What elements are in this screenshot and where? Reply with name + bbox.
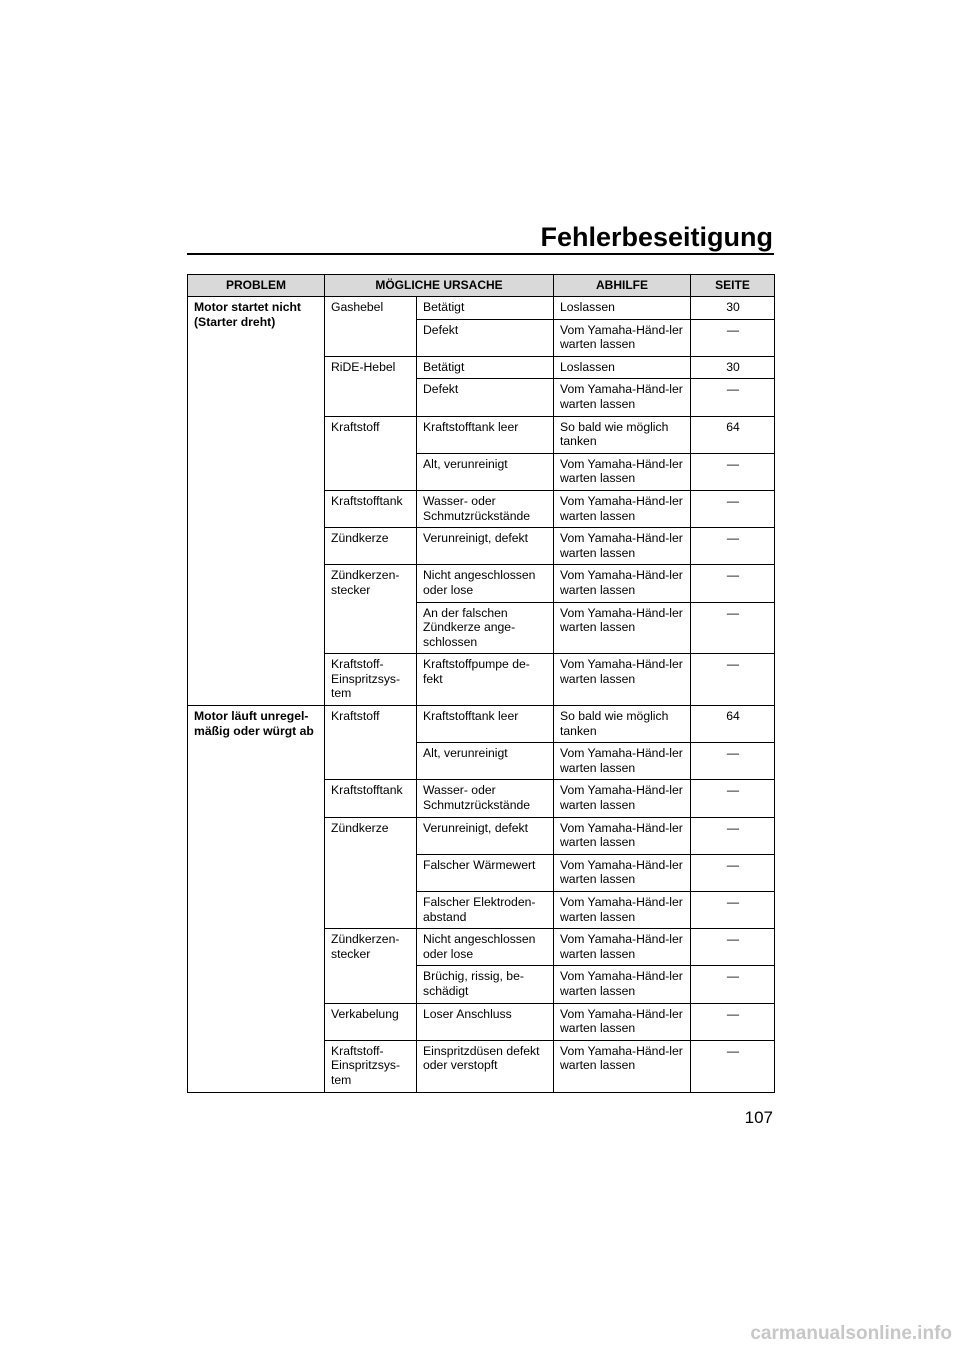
component-cell: Kraftstoff-Einspritzsys-tem xyxy=(325,654,417,706)
component-cell: Zündkerze xyxy=(325,817,417,929)
cause-cell: Verunreinigt, defekt xyxy=(417,817,554,854)
page-ref-cell: — xyxy=(691,854,775,891)
remedy-cell: Vom Yamaha-Händ-ler warten lassen xyxy=(554,319,691,356)
remedy-cell: Vom Yamaha-Händ-ler warten lassen xyxy=(554,966,691,1003)
cause-cell: Defekt xyxy=(417,379,554,416)
cause-cell: An der falschen Zündkerze ange-schlossen xyxy=(417,602,554,654)
page-ref-cell: — xyxy=(691,1040,775,1092)
component-cell: RiDE-Hebel xyxy=(325,356,417,416)
cause-cell: Kraftstofftank leer xyxy=(417,416,554,453)
cause-cell: Alt, verunreinigt xyxy=(417,743,554,780)
page-ref-cell: — xyxy=(691,743,775,780)
cause-cell: Kraftstofftank leer xyxy=(417,706,554,743)
remedy-cell: Vom Yamaha-Händ-ler warten lassen xyxy=(554,929,691,966)
page-ref-cell: — xyxy=(691,602,775,654)
page-ref-cell: — xyxy=(691,528,775,565)
component-cell: Zündkerzen-stecker xyxy=(325,565,417,654)
table-row xyxy=(188,297,775,320)
remedy-cell: Vom Yamaha-Händ-ler warten lassen xyxy=(554,379,691,416)
component-cell: Kraftstoff xyxy=(325,416,417,490)
remedy-cell: Vom Yamaha-Händ-ler warten lassen xyxy=(554,892,691,929)
component-cell: Kraftstofftank xyxy=(325,490,417,527)
page-ref-cell: 30 xyxy=(691,356,775,379)
cause-cell: Falscher Wärmewert xyxy=(417,854,554,891)
title-rule xyxy=(187,253,774,255)
remedy-cell: Vom Yamaha-Händ-ler warten lassen xyxy=(554,780,691,817)
component-cell: Verkabelung xyxy=(325,1003,417,1040)
cause-cell: Alt, verunreinigt xyxy=(417,453,554,490)
component-cell: Kraftstofftank xyxy=(325,780,417,817)
table-body xyxy=(188,297,775,1093)
remedy-cell: So bald wie möglich tanken xyxy=(554,416,691,453)
remedy-cell: Vom Yamaha-Händ-ler warten lassen xyxy=(554,854,691,891)
header-remedy: ABHILFE xyxy=(554,275,691,297)
component-cell: Gashebel xyxy=(325,297,417,357)
page-ref-cell: — xyxy=(691,966,775,1003)
page-title: Fehlerbeseitigung xyxy=(540,222,773,252)
cause-cell: Betätigt xyxy=(417,297,554,320)
page-number: 107 xyxy=(744,1108,773,1127)
header-page: SEITE xyxy=(691,275,775,297)
remedy-cell: Vom Yamaha-Händ-ler warten lassen xyxy=(554,1040,691,1092)
problem-cell: Motor startet nicht (Starter dreht) xyxy=(188,297,325,706)
page-ref-cell: — xyxy=(691,565,775,602)
page-ref-cell: 64 xyxy=(691,416,775,453)
page-ref-cell: — xyxy=(691,817,775,854)
header-problem: PROBLEM xyxy=(188,275,325,297)
page-ref-cell: — xyxy=(691,319,775,356)
page-ref-cell: — xyxy=(691,780,775,817)
table-row xyxy=(188,706,775,743)
remedy-cell: Vom Yamaha-Händ-ler warten lassen xyxy=(554,743,691,780)
cause-cell: Wasser- oder Schmutzrückstände xyxy=(417,490,554,527)
remedy-cell: Vom Yamaha-Händ-ler warten lassen xyxy=(554,654,691,706)
cause-cell: Brüchig, rissig, be-schädigt xyxy=(417,966,554,1003)
page-ref-cell: 64 xyxy=(691,706,775,743)
header-cause: MÖGLICHE URSACHE xyxy=(325,275,554,297)
remedy-cell: Vom Yamaha-Händ-ler warten lassen xyxy=(554,1003,691,1040)
cause-cell: Verunreinigt, defekt xyxy=(417,528,554,565)
remedy-cell: Loslassen xyxy=(554,356,691,379)
cause-cell: Einspritzdüsen defekt oder verstopft xyxy=(417,1040,554,1092)
remedy-cell: Vom Yamaha-Händ-ler warten lassen xyxy=(554,453,691,490)
remedy-cell: Vom Yamaha-Händ-ler warten lassen xyxy=(554,565,691,602)
table-header-row xyxy=(188,275,775,297)
cause-cell: Kraftstoffpumpe de-fekt xyxy=(417,654,554,706)
cause-cell: Defekt xyxy=(417,319,554,356)
component-cell: Kraftstoff-Einspritzsys-tem xyxy=(325,1040,417,1092)
troubleshooting-table xyxy=(187,274,775,1093)
cause-cell: Loser Anschluss xyxy=(417,1003,554,1040)
page-ref-cell: — xyxy=(691,929,775,966)
component-cell: Zündkerzen-stecker xyxy=(325,929,417,1003)
cause-cell: Falscher Elektroden-abstand xyxy=(417,892,554,929)
page-ref-cell: 30 xyxy=(691,297,775,320)
page-ref-cell: — xyxy=(691,490,775,527)
cause-cell: Betätigt xyxy=(417,356,554,379)
cause-cell: Wasser- oder Schmutzrückstände xyxy=(417,780,554,817)
page-ref-cell: — xyxy=(691,453,775,490)
remedy-cell: Vom Yamaha-Händ-ler warten lassen xyxy=(554,602,691,654)
remedy-cell: Vom Yamaha-Händ-ler warten lassen xyxy=(554,528,691,565)
page-ref-cell: — xyxy=(691,654,775,706)
component-cell: Kraftstoff xyxy=(325,706,417,780)
page-ref-cell: — xyxy=(691,379,775,416)
component-cell: Zündkerze xyxy=(325,528,417,565)
page-ref-cell: — xyxy=(691,892,775,929)
page-ref-cell: — xyxy=(691,1003,775,1040)
cause-cell: Nicht angeschlossen oder lose xyxy=(417,565,554,602)
remedy-cell: Loslassen xyxy=(554,297,691,320)
remedy-cell: Vom Yamaha-Händ-ler warten lassen xyxy=(554,490,691,527)
problem-cell: Motor läuft unregel-mäßig oder würgt ab xyxy=(188,706,325,1092)
remedy-cell: So bald wie möglich tanken xyxy=(554,706,691,743)
cause-cell: Nicht angeschlossen oder lose xyxy=(417,929,554,966)
remedy-cell: Vom Yamaha-Händ-ler warten lassen xyxy=(554,817,691,854)
watermark: carmanualsonline.info xyxy=(750,1323,952,1344)
